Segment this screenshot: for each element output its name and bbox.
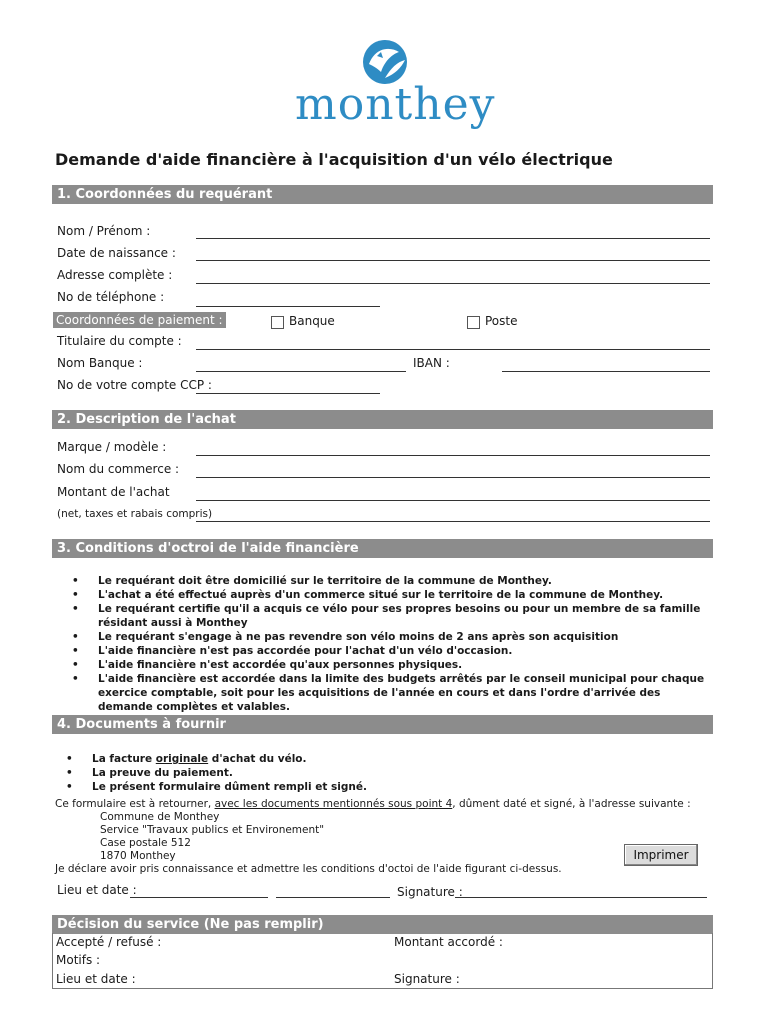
montant-accorde-label: Montant accordé : — [394, 935, 503, 949]
banque-checkbox[interactable] — [271, 316, 284, 329]
list-item: • Le requérant doit être domicilié sur le territoire de la commune de Monthey. — [72, 575, 552, 587]
marque-label: Marque / modèle : — [57, 440, 167, 454]
decision-lieu-date-label: Lieu et date : — [56, 972, 136, 986]
iban-label: IBAN : — [413, 356, 450, 370]
list-item: • L'achat a été effectué auprès d'un commerce situé sur le territoire de la commune de Monthey. — [72, 589, 664, 601]
lieu-field[interactable] — [130, 897, 268, 898]
list-item: • Le présent formulaire dûment rempli et signé. — [66, 781, 367, 793]
address-line: Case postale 512 — [100, 837, 191, 849]
logo-wordmark: monthey — [295, 79, 496, 130]
ccp-label: No de votre compte CCP : — [57, 378, 212, 392]
nom-label: Nom / Prénom : — [57, 224, 151, 238]
date-field[interactable] — [276, 897, 390, 898]
section-2-heading: 2. Description de l'achat — [52, 410, 713, 429]
titulaire-label: Titulaire du compte : — [57, 334, 182, 348]
telephone-field[interactable] — [196, 306, 380, 307]
iban-field[interactable] — [502, 371, 710, 372]
section-3-heading: 3. Conditions d'octroi de l'aide financière — [52, 539, 713, 558]
telephone-label: No de téléphone : — [57, 290, 165, 304]
conditions-list — [52, 574, 712, 714]
signature-field[interactable] — [455, 897, 707, 898]
decision-signature-label: Signature : — [394, 972, 460, 986]
return-instructions: Ce formulaire est à retourner, avec les documents mentionnés sous point 4, dûment daté et signé, à l'adresse suivante : — [55, 798, 691, 810]
montant-field[interactable] — [196, 500, 710, 501]
address-line: Commune de Monthey — [100, 811, 220, 823]
montant-label: Montant de l'achat — [57, 485, 170, 499]
address-line: Service "Travaux publics et Environement" — [100, 824, 325, 836]
print-button[interactable]: Imprimer — [624, 844, 698, 866]
list-item: • Le requérant s'engage à ne pas revendre son vélo moins de 2 ans après son acquisition — [72, 631, 619, 643]
adresse-field[interactable] — [196, 283, 710, 284]
banque-label: Banque — [289, 314, 335, 328]
list-item: • Le requérant certifie qu'il a acquis ce vélo pour ses propres besoins ou pour un membre de sa famille résidant aussi à Monthey — [72, 603, 701, 629]
documents-list — [46, 752, 706, 794]
list-item: • L'aide financière n'est accordée qu'aux personnes physiques. — [72, 659, 463, 671]
list-item: • La preuve du paiement. — [66, 767, 233, 779]
montant-note-field[interactable] — [196, 521, 710, 522]
montant-note: (net, taxes et rabais compris) — [57, 508, 213, 520]
list-item: • L'aide financière est accordée dans la limite des budgets arrêtés par le conseil municipal pour chaque exercice comptable, soit pour les acquisitions de l'année en cours et dans l'ordre d'arrivée des demande complètes et valables. — [72, 673, 705, 713]
address-line: 1870 Monthey — [100, 850, 176, 862]
adresse-label: Adresse complète : — [57, 268, 173, 282]
section-4-heading: 4. Documents à fournir — [52, 715, 713, 734]
list-item: • La facture originale d'achat du vélo. — [66, 753, 307, 765]
nom-banque-field[interactable] — [196, 371, 406, 372]
poste-checkbox[interactable] — [467, 316, 480, 329]
document-title: Demande d'aide financière à l'acquisition d'un vélo électrique — [55, 150, 613, 169]
titulaire-field[interactable] — [196, 349, 710, 350]
nom-field[interactable] — [196, 238, 710, 239]
naissance-label: Date de naissance : — [57, 246, 176, 260]
commerce-label: Nom du commerce : — [57, 462, 180, 476]
accepte-label: Accepté / refusé : — [56, 935, 162, 949]
nom-banque-label: Nom Banque : — [57, 356, 143, 370]
list-item: • L'aide financière n'est pas accordée pour l'achat d'un vélo d'occasion. — [72, 645, 513, 657]
ccp-field[interactable] — [196, 393, 380, 394]
motifs-label: Motifs : — [56, 953, 101, 967]
marque-field[interactable] — [196, 455, 710, 456]
declaration-text: Je déclare avoir pris connaissance et admettre les conditions d'octoi de l'aide figurant ci-dessus. — [55, 863, 562, 875]
signature-label: Signature : — [397, 885, 463, 899]
decision-heading: Décision du service (Ne pas remplir) — [52, 915, 713, 934]
section-1-heading: 1. Coordonnées du requérant — [52, 185, 713, 204]
lieu-date-label: Lieu et date : — [57, 883, 137, 897]
naissance-field[interactable] — [196, 260, 710, 261]
paiement-label: Coordonnées de paiement : — [53, 312, 226, 328]
commerce-field[interactable] — [196, 477, 710, 478]
poste-label: Poste — [485, 314, 518, 328]
